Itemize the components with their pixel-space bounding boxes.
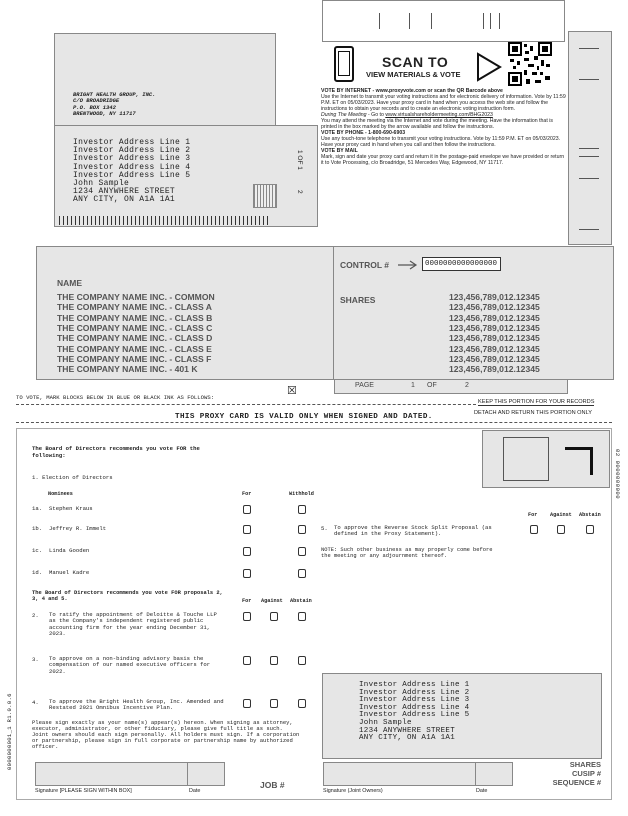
mark-instruction: TO VOTE, MARK BLOCKS BELOW IN BLUE OR BLACK INK AS FOLLOWS:	[16, 394, 215, 401]
row-name: THE COMPANY NAME INC. - CLASS C	[57, 322, 213, 333]
nominee-number: 1b.	[32, 525, 43, 532]
checkbox-against[interactable]	[270, 612, 278, 621]
nominee-row	[32, 547, 312, 559]
sequence-label: SEQUENCE #	[552, 778, 601, 787]
row-shares: 123,456,789,012.12345	[449, 353, 540, 364]
investor-line: 1234 ANYWHERE STREET	[359, 726, 456, 735]
nominee-row	[32, 505, 312, 517]
control-label: CONTROL #	[340, 260, 389, 270]
checkbox-for[interactable]	[243, 656, 251, 665]
nominee-name: Manuel Kadre	[49, 569, 90, 576]
sender-line: P.O. BOX 1342	[73, 103, 116, 111]
checkbox-withhold[interactable]	[298, 525, 306, 534]
arrow-right-icon	[397, 260, 419, 270]
for-header: For	[528, 512, 538, 518]
valid-text: THIS PROXY CARD IS VALID ONLY WHEN SIGNED AND DATED.	[175, 413, 433, 421]
withhold-header: Withhold	[289, 491, 314, 497]
against-header: Against	[261, 598, 283, 604]
shares-label: SHARES	[569, 760, 601, 769]
checkbox-withhold[interactable]	[298, 569, 306, 578]
row-name: THE COMPANY NAME INC. - COMMON	[57, 292, 215, 302]
nominee-name: Stephen Kraus	[49, 505, 93, 512]
investor-line: Investor Address Line 3	[73, 154, 191, 164]
row-name: THE COMPANY NAME INC. - CLASS B	[57, 312, 213, 323]
shares-cusip-sequence	[529, 760, 601, 787]
investor-line: Investor Address Line 2	[359, 688, 470, 697]
checkbox-for[interactable]	[243, 505, 251, 514]
board-rec-2: The Board of Directors recommends you vote FOR proposals 2, 3, 4 and 5.	[32, 590, 223, 603]
control-number: 0000000000000000	[422, 257, 501, 271]
nominee-number: 1c.	[32, 547, 43, 554]
checkbox-for[interactable]	[243, 525, 251, 534]
note-text: NOTE: Such other business as may properly come before the meeting or any adjournment thereof.	[321, 547, 493, 560]
nominees-header: Nominees	[48, 491, 73, 497]
sender-line: C/O BROADRIDGE	[73, 97, 120, 105]
checkbox-for[interactable]	[243, 699, 251, 708]
arrow-right-icon	[476, 52, 502, 82]
side-code-a: 1 OF 1	[296, 150, 303, 170]
investor-line: Investor Address Line 1	[359, 681, 470, 689]
sender-line: BRIGHT HEALTH GROUP, INC.	[73, 91, 156, 98]
row-shares: 123,456,789,012.12345	[449, 292, 540, 302]
proposal-text: To approve the Bright Health Group, Inc. Amended and Restated 2021 Omnibus Incentive Plan.	[49, 698, 224, 712]
meeting-prefix: During The Meeting	[321, 112, 367, 118]
nominee-number: 1a.	[32, 505, 43, 512]
address-window	[54, 125, 318, 227]
investor-line: Investor Address Line 4	[73, 162, 191, 172]
signature-box[interactable]	[35, 762, 205, 786]
row-shares: 123,456,789,012.12345	[449, 312, 540, 323]
checkbox-for[interactable]	[243, 612, 251, 621]
checkbox-withhold[interactable]	[298, 505, 306, 514]
checkbox-for[interactable]	[243, 569, 251, 578]
investor-line: Investor Address Line 2	[73, 146, 191, 156]
proposal-row	[321, 525, 611, 545]
investor-address	[73, 139, 190, 205]
phone-icon	[334, 46, 354, 82]
page-footer	[334, 380, 568, 394]
proposal-row	[32, 656, 317, 686]
row-name: THE COMPANY NAME INC. - CLASS F	[57, 353, 212, 364]
date-box[interactable]	[187, 762, 225, 786]
cusip-label: CUSIP #	[571, 769, 601, 778]
checkbox-abstain[interactable]	[298, 699, 306, 708]
row-name: THE COMPANY NAME INC. - CLASS E	[57, 343, 212, 354]
for-header: For	[242, 598, 252, 604]
investor-line: Investor Address Line 5	[359, 711, 470, 720]
job-label: JOB #	[260, 780, 285, 790]
page-label: PAGE	[355, 382, 374, 389]
abstain-header: Abstain	[290, 598, 312, 604]
mail-text: Mark, sign and date your proxy card and return it in the postage-paid envelope we have provided or return it to Vote Processing, c/o Broadridge, 51 Mercedes Way, Edgewood, NY 11717.	[321, 154, 565, 166]
proposal-text: To approve on a non-binding advisory basis the compensation of our named executive officers for 2022.	[49, 655, 211, 675]
internet-title: VOTE BY INTERNET - www.proxyvote.com or scan the QR Barcode above	[321, 88, 503, 94]
page-number: 1	[411, 382, 415, 389]
proposal-text: To approve the Reverse Stock Split Proposal (as defined in the Proxy Statement).	[334, 524, 492, 538]
of-label: OF	[427, 382, 437, 389]
nominee-row	[32, 569, 312, 581]
top-tab-box	[322, 0, 565, 42]
card-address-box	[322, 673, 602, 759]
checkbox-for[interactable]	[243, 547, 251, 556]
sign-instruction: Please sign exactly as your name(s) appear(s) hereon. When signing as attorney, executor, administrator, or other fiduciary, please give full title as such. Joint owners should each sign personally. All holders must sign. If a corporation or partnership, please sign in full corporate or partnership name by authorized officer.	[32, 719, 300, 751]
page-total: 2	[465, 382, 469, 389]
barcode-2d	[253, 184, 277, 208]
right-tab	[568, 31, 612, 245]
nominee-row	[32, 525, 312, 537]
proxy-card	[16, 428, 621, 800]
investor-line: Investor Address Line 5	[73, 170, 191, 180]
phone-text: Use any touch-tone telephone to transmit your voting instructions. Vote by 11:59 P.M. ET on 05/03/2023. Have your proxy card in hand when you call and then follow the instructions.	[321, 136, 561, 148]
sender-address	[73, 92, 156, 117]
investor-line: 1234 ANYWHERE STREET	[73, 187, 176, 197]
proposal-text: To ratify the appointment of Deloitte & Touche LLP as the Company's independent registered public accounting firm for the year ending December 31, 2023.	[49, 611, 217, 638]
instructions-text	[321, 88, 567, 166]
row-name: THE COMPANY NAME INC. - 401 K	[57, 364, 198, 375]
name-header: NAME	[57, 278, 83, 288]
investor-line: Investor Address Line 3	[359, 696, 470, 705]
signature-label: Signature [PLEASE SIGN WITHIN BOX]	[35, 788, 132, 794]
board-rec-1: The Board of Directors recommends you vote FOR the following:	[32, 445, 200, 459]
checkbox-abstain[interactable]	[298, 656, 306, 665]
shares-header: SHARES	[340, 295, 376, 305]
row-shares: 123,456,789,012.12345	[449, 364, 540, 375]
internet-text: Use the Internet to transmit your voting instructions and for electronic delivery of information. Vote by 11:59 P.M. ET on 05/03/2023. Have your proxy card in hand when you access the web site and follow the instructions to obtain your records and to create an electronic voting instruction form.	[321, 94, 566, 112]
nominee-name: Jeffrey R. Immelt	[49, 525, 107, 532]
nominee-name: Linda Gooden	[49, 547, 90, 554]
row-shares: 123,456,789,012.12345	[449, 322, 540, 333]
proposal-number: 3.	[32, 656, 39, 663]
investor-line: John Sample	[73, 179, 130, 189]
checkbox-abstain[interactable]	[586, 525, 594, 534]
investor-line: John Sample	[359, 718, 412, 727]
card-corner-box	[482, 430, 610, 488]
abstain-header: Abstain	[579, 512, 601, 518]
item-1-label: 1. Election of Directors	[32, 474, 113, 481]
scan-subtitle: VIEW MATERIALS & VOTE	[366, 70, 461, 79]
checkbox-withhold[interactable]	[298, 547, 306, 556]
checkbox-against[interactable]	[270, 699, 278, 708]
investor-line: ANY CITY, ON A1A 1A1	[359, 734, 456, 743]
nominee-number: 1d.	[32, 569, 43, 576]
qr-code-icon	[508, 42, 552, 86]
proposal-row	[32, 612, 317, 652]
row-shares: 123,456,789,012.12345	[449, 333, 540, 344]
proposal-row	[32, 699, 317, 719]
left-code: 0000000001_1 R1.0.0.6	[6, 693, 13, 770]
meeting-text: You may attend the meeting via the Internet and vote during the meeting. Have the information that is printed in the box marked by the arrow available and follow the instructions.	[321, 118, 553, 130]
date-label: Date	[189, 788, 201, 794]
row-shares: 123,456,789,012.12345	[449, 302, 540, 313]
checkbox-abstain[interactable]	[298, 612, 306, 621]
row-name: THE COMPANY NAME INC. - CLASS D	[57, 333, 213, 344]
signature-joint-label: Signature (Joint Owners)	[323, 788, 383, 794]
checkbox-for[interactable]	[530, 525, 538, 534]
right-code: 02 0000000000	[614, 449, 621, 500]
row-name: THE COMPANY NAME INC. - CLASS A	[57, 302, 213, 313]
mail-title: VOTE BY MAIL	[321, 148, 358, 154]
scan-title: SCAN TO	[382, 54, 449, 70]
checkbox-against[interactable]	[270, 656, 278, 665]
row-shares: 123,456,789,012.12345	[449, 343, 540, 354]
detach-text: DETACH AND RETURN THIS PORTION ONLY	[474, 410, 592, 416]
for-header: For	[242, 491, 252, 497]
phone-title: VOTE BY PHONE - 1-800-690-6903	[321, 130, 406, 136]
proposal-number: 2.	[32, 612, 39, 619]
investor-line: Investor Address Line 1	[73, 138, 191, 147]
investor-line: ANY CITY, ON A1A 1A1	[73, 195, 176, 205]
card-investor-address	[359, 682, 469, 743]
signature-joint-box[interactable]	[323, 762, 493, 786]
voting-instructions	[320, 40, 568, 240]
date2-box[interactable]	[475, 762, 513, 786]
holdings-panel	[36, 246, 614, 380]
investor-line: Investor Address Line 4	[359, 703, 470, 712]
against-header: Against	[550, 512, 572, 518]
side-code-b: 2	[296, 190, 303, 194]
postal-barcode	[59, 216, 271, 225]
meeting-mid: - Go to	[366, 112, 386, 118]
proposal-number: 5.	[321, 525, 328, 532]
sender-line: BRENTWOOD, NY 11717	[73, 109, 136, 117]
checkbox-against[interactable]	[557, 525, 565, 534]
meeting-url-link[interactable]: www.virtualshareholdermeeting.com/BHG2023	[385, 112, 493, 118]
proposal-number: 4.	[32, 699, 39, 706]
mark-example-checkbox: ☒	[287, 385, 297, 397]
keep-text: KEEP THIS PORTION FOR YOUR RECORDS	[478, 399, 595, 405]
date2-label: Date	[476, 788, 488, 794]
